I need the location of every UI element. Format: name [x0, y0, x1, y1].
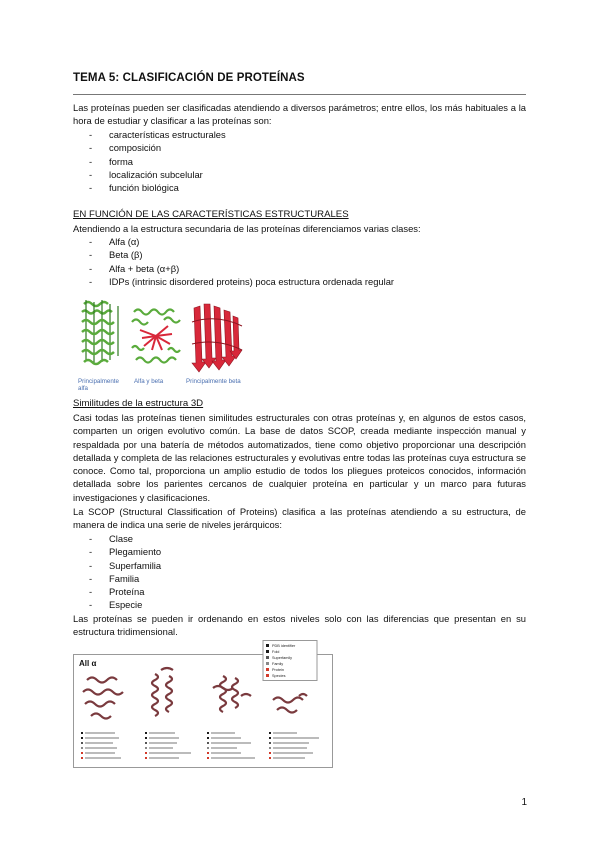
levels-paragraph: Las proteínas se pueden ir ordenando en estos niveles solo con las diferencias que presentan en su estructura tridimensional.	[73, 613, 526, 638]
panel-title: All α	[79, 659, 97, 668]
list-item: - Alfa + beta (α+β)	[89, 262, 180, 274]
list-item: - Superfamilia	[89, 559, 162, 571]
beta-protein-image	[192, 304, 242, 372]
list-item: - características estructurales	[89, 129, 226, 140]
legend-superfamily: Superfamily	[272, 656, 293, 660]
list-item: - forma	[89, 155, 133, 167]
legend-protein: Protein	[272, 668, 285, 672]
list-item: - Especie	[89, 599, 143, 611]
list-item: - Proteína	[89, 586, 145, 598]
scop-paragraph: La SCOP (Structural Classification of Proteins) clasifica a las proteínas atendiendo a su estructura, de manera de indica una serie de niveles jerárquicos:	[73, 506, 526, 531]
list-item: - Alfa (α)	[89, 236, 140, 247]
alpha-protein-image	[82, 300, 118, 364]
subsection-heading: Similitudes de la estructura 3D	[73, 398, 204, 409]
list-item: - Plegamiento	[89, 546, 162, 558]
similarities-paragraph: Casi todas las proteínas tienen similitudes estructurales con otras proteínas y, en algunos de estos casos, comparten un origen evolutivo común. La base de datos SCOP, creada mediante inspección manual y respaldada por una batería de métodos automatizados, tiene como objetivo proporcionar una descripción detallada y completa de las relaciones estructurales y evolutivas entre todas las proteínas cuya estructura se conoce. Como tal, proporciona un amplio estudio de todos los pliegues proteicos conocidos, información detallada sobre los parientes cercanos de cualquier proteína en particular y un marco para futuras investigaciones y clasificaciones.	[73, 412, 526, 503]
figure-label-beta: Principalmente beta	[186, 378, 241, 385]
alpha-beta-protein-image	[132, 310, 180, 363]
list-item: - función biológica	[89, 182, 179, 194]
figure-label-alpha: Principalmente alfa	[78, 378, 119, 392]
section-heading: EN FUNCIÓN DE LAS CARACTERÍSTICAS ESTRUCTURALES	[73, 209, 349, 220]
list-item: - Beta (β)	[89, 249, 143, 261]
scop-hierarchy-figure	[73, 640, 341, 768]
list-item: - localización subcelular	[89, 168, 203, 180]
intro-paragraph: Las proteínas pueden ser clasificadas atendiendo a diversos parámetros; entre ellos, los más habituales a la hora de estudiar y clasificar a las proteínas son:	[73, 102, 526, 127]
figure-label-alpha-beta: Alfa y beta	[134, 378, 164, 385]
section-intro: Atendiendo a la estructura secundaria de las proteínas diferenciamos varias clases:	[73, 223, 421, 234]
legend-pdb: PDB identifier	[272, 644, 296, 648]
list-item: - Clase	[89, 533, 133, 544]
page-title: TEMA 5: CLASIFICACIÓN DE PROTEÍNAS	[73, 72, 305, 84]
page-number: 1	[521, 797, 527, 808]
list-item: - Familia	[89, 572, 140, 584]
structure-classes-figure	[76, 292, 246, 392]
list-item: - IDPs (intrinsic disordered proteins) poca estructura ordenada regular	[89, 275, 395, 287]
scop-levels-list	[73, 532, 161, 612]
title-divider	[73, 94, 526, 95]
legend-family: Family	[272, 662, 284, 666]
criteria-list	[73, 128, 226, 194]
classes-list	[73, 235, 394, 288]
list-item: - composición	[89, 142, 162, 154]
legend-fold: Fold	[272, 650, 280, 654]
legend-species: Species	[272, 674, 286, 678]
scop-illustration	[73, 640, 341, 768]
protein-structures-illustration	[76, 292, 246, 392]
